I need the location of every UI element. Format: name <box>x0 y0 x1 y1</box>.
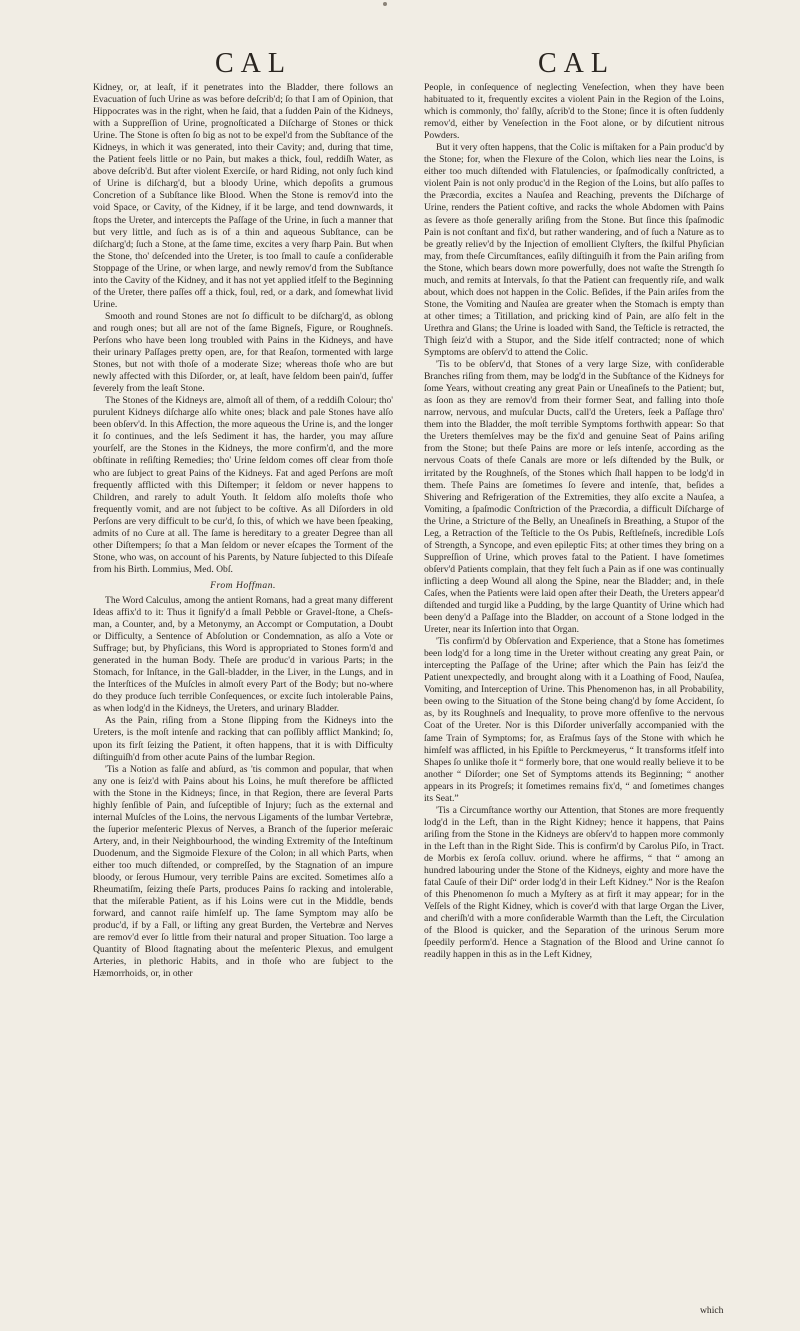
section-heading: From Hoffman. <box>210 579 276 591</box>
paragraph: Kidney, or, at leaſt, if it penetrates into the Bladder, there follows an Evacuation of ſuch Urine as was before deſcrib'd; ſo that I am of Opinion, that Hippocrates was in the right, when he ſaid, that a ſudden Pain of the Kidneys, with a Suppreſſion of Urine, prognoſticated a Diſcharge of Stones or thick Urine. The Stone is often ſo big as not to be expel'd from the Subſtance of the Kidneys, in which it was generated, into their Cavity; and, during that time, the Patient feels little or no Pain, but makes a thick, foul, reddiſh Water, as above deſcrib'd. But after violent Exerciſe, or hard Riding, not only ſuch kind of Urine is diſcharg'd, but a bloody Urine, which depoſits a grumous Concretion of a Subſtance like Blood. When the Stone is remov'd into the void Space, or Cavity, of the Kidney, if it be large, and tend downwards, it ſtops the Ureter, and intercepts the Paſſage of the Urine, in ſuch a manner that but very little, and ſuch as is of a thin and aqueous Subſtance, can be diſcharg'd; ſuch a Stone, at the ſame time, excites a very ſharp Pain. But when the Stone, tho' deſcended into the Ureter, is too ſmall to cauſe a conſiderable Stoppage of the Urine, or when large, and newly remov'd from the Subſtance into the Cavity of the Kidney, and it has not yet applied itſelf to the Beginning of the Ureter, there paſſes off a thick, foul, red, or a dark, and ſomewhat livid Urine. <box>93 82 393 310</box>
paragraph: The Word Calculus, among the antient Romans, had a great many different Ideas affix'd to it: Thus it ſignify'd a ſmall Pebble or Gravel-ſtone, a Cheſs-man, a Counter, and, by a Metonymy, an Accompt or Computation, a Doubt or Difficulty, a Sentence of Abſolution or Condemnation, as alſo a Vote or Suffrage; but, by Phyſicians, this Word is appropriated to Stones form'd and generated in the human Body. Theſe are produc'd in various Parts; in the Stomach, for Inſtance, in the Gall-bladder, in the Liver, in the Lungs, and in the Interſtices of the Muſcles in almoſt every Part of the Body; but no-where do they produce ſuch terrible Conſequences, or excite ſuch intolerable Pains, as when lodg'd in the Kidneys, the Ureters, and urinary Bladder. <box>93 594 393 715</box>
paragraph: The Stones of the Kidneys are, almoſt all of them, of a reddiſh Colour; tho' purulent Kidneys diſcharge alſo white ones; black and pale Stones have alſo been obſerv'd. In this Affection, the more aqueous the Urine is, and the longer it ſo continues, and the leſs Sediment it has, the harder, you may aſſure yourſelf, are the Stones in the Kidneys, the more confirm'd, and the more obſtinate in reſiſting Remedies; tho' Urine ſeldom comes off clear from thoſe who are ſubject to great Pains of the Kidneys. Fat and aged Perſons are moſt frequently afflicted with this Diſtemper; it ſeldom or never happens to Children, and rarely to adult Youth. It ſeldom alſo moleſts thoſe who frequently vomit, and are not ſubject to be coſtive. As all Diſorders in old Perſons are very difficult to be cur'd, ſo this, of which we have been ſpeaking, admits of no Cure at all. The ſame is hereditary to a greater Degree than all other Diſtempers; ſo that a Man ſeldom or never eſcapes the Torment of the Stone, who was, on account of his Parents, by Nature ſubjected to this Diſeaſe from his Birth. Lommius, Med. Obſ. <box>93 395 393 575</box>
catchword: which <box>700 1305 724 1316</box>
page-mark <box>383 2 387 6</box>
paragraph: But it very often happens, that the Colic is miſtaken for a Pain produc'd by the Stone; for, when the Flexure of the Colon, which lies near the Loins, is either too much diſtended with Flatulencies, or ſpaſmodically conſtricted, a violent Pain is not only produc'd in the Region of the Loins, but alſo paſſes to the Præcordia, excites a Nauſea and Reaching, prevents the Diſcharge of Urine, renders the Patient coſtive, and racks the whole Abdomen with Pains as ſevere as thoſe generally ariſing from the Stone. But ſince this ſpaſmodic Pain is not conſtant and fix'd, but rather wandering, and of ſuch a Nature as to be greatly reliev'd by the Injection of emollient Clyſters, the ſkilful Phyſician may, from theſe Circumſtances, eaſily diſtinguiſh it from the Pain ariſing from the Stone, which bears down more powerfully, does not waſte the Strength ſo much, and remits at Intervals, ſo that the Patient can frequently riſe, and walk about, which does not happen in the Colic. Beſides, if the Pain ariſes from the Stone, the Vomiting and Nauſea are greater when the Stomach is empty than at other times; a Titillation, and pricking kind of Pain, are alſo felt in the Urethra and Glans; the Urine is loaded with Sand, the Teſticle is retracted, the Thigh ſeiz'd with a Stupor, and the Side itſelf contracted; none of which Symptoms are obſerv'd to attend the Colic. <box>424 142 724 359</box>
running-head-left: CAL <box>215 48 292 79</box>
running-head-right: CAL <box>538 48 615 79</box>
paragraph: 'Tis a Circumſtance worthy our Attention, that Stones are more frequently lodg'd in the Left, than in the Right Kidney; hence it happens, that Pains ariſing from the Stone in the Kidneys are obſerv'd to happen more commonly in the Left than in the Right Side. This is confirm'd by Carolus Piſo, in Tract. de Morbis ex ſeroſa colluv. oriund. where he affirms, “ that “ among an hundred labouring under the Stone of the Kidneys, eighty and more have the fatal Cauſe of their Diſ“ order lodg'd in their Left Kidney.” Nor is the Reaſon of this Phenomenon ſo much a Myſtery as at firſt it may appear; for in the Veſſels of the Right Kidney, which is cover'd with that large Organ the Liver, and cheriſh'd with a more conſiderable Warmth than the Left, the Circulation of the Blood is quicker, and the Separation of the urinous Serum more ſpeedily perform'd. Hence a Stagnation of the Blood and Urine cannot ſo readily happen in this as in the Left Kidney, <box>424 804 724 961</box>
right-column <box>424 82 724 961</box>
paragraph: 'Tis a Notion as falſe and abſurd, as 'tis common and popular, that when any one is ſeiz'd with Pains about his Loins, he muſt therefore be afflicted with the Stone in the Kidneys; ſince, in that Region, there are ſeveral Parts highly ſenſible of Pain, and ſuſceptible of Injury; ſuch as the external and internal Muſcles of the Loins, the nervous Ligaments of the lumbar Vertebræ, the ſuperior meſenteric Plexus of Nerves, a Branch of the ſuperior meſeraic Artery, and, in their Neighbourhood, the winding Extremity of the Inteſtinum Duodenum, and the Sigmoide Flexure of the Colon; in all which Parts, when either too much diſtended, or compreſſed, by the Stagnation of an impure bloody, or ſerous Humour, very terrible Pains are excited. Sometimes alſo a Rheumatiſm, ſeizing theſe Parts, produces Pains ſo racking and intolerable, that the miſerable Patient, as if his Loins were cut in the Middle, bends forward, and cannot raiſe himſelf up. The ſame Symptom may alſo be produc'd, if by a Fall, or lifting any great Burden, the Vertebræ and Nerves are remov'd ever ſo little from their natural and proper Situation. Too large a Quantity of Blood ſtagnating about the meſenteric Plexus, and emulgent Arteries, in plethoric Habits, and in thoſe who are ſubject to the Hæmorrhoids, or, in other <box>93 763 393 980</box>
paragraph: As the Pain, riſing from a Stone ſlipping from the Kidneys into the Ureters, is the moſt intenſe and racking that can poſſibly afflict Mankind; ſo, upon its firſt ſeizing the Patient, it often happens, that it is with Difficulty diſtinguiſh'd from other acute Pains of the lumbar Region. <box>93 715 393 763</box>
paragraph: 'Tis to be obſerv'd, that Stones of a very large Size, with conſiderable Branches riſing from them, may be lodg'd in the Subſtance of the Kidneys for ſome Years, without creating any great Pain or Uneaſineſs to the Patient; but, as ſoon as they are remov'd from their former Seat, and falling into thoſe narrow, nervous, and muſcular Ducts, call'd the Ureters, ſeek a Paſſage thro' them into the Bladder, the moſt terrible Symptoms forthwith appear: So that the Ureters themſelves may be the fix'd and genuine Seat of Pains ariſing from the Stone; but theſe Pains are more or leſs intenſe, according as the nervous Coats of theſe Canals are more or leſs diſtended by the Bulk, or irritated by the Roughneſs, of the Stones which ſhall happen to be lodg'd in them. Theſe Pains are ſometimes ſo ſevere and intenſe, that, beſides a Shivering and Refrigeration of the Extremities, they alſo excite a Nauſea, a Vomiting, a ſpaſmodic Conſtriction of the Præcordia, a difficult Diſcharge of the Urine, a Stricture of the Belly, an Uneaſineſs in Breathing, a Stupor of the Leg, a Retraction of the Teſticle to the Os Pubis, Reſtleſneſs, incredible Loſs of Strength, a Syncope, and even epileptic Fits; at other times they bring on a Suppreſſion of Urine, which proves fatal to the Patient. I have ſometimes obſerv'd Patients complain, that they felt ſuch a Pain as if one was continually inflicting a deep Wound all along the Spine, near the Bladder; and, in theſe Caſes, when the Patients were laid open after their Death, the Ureters appear'd diſtended and turgid like a Pudding, by the large Quantity of Urine which had been deny'd a Paſſage into the Bladder, on account of a Stone lodged in the Ureter, near its Inſertion into that Organ. <box>424 359 724 636</box>
paragraph: Smooth and round Stones are not ſo difficult to be diſcharg'd, as oblong and rough ones; but all are not of the ſame Bigneſs, Figure, or Roughneſs. Perſons who have been long troubled with Pains in the Kidneys, and have their urinary Paſſages pretty open, are, for that Reaſon, tormented with large Stones, but not with thoſe of a moderate Size; whereas thoſe who are but newly affected with this Diſorder, or, at leaſt, have ſeldom been pain'd, ſuffer ſeverely from the leaſt Stone. <box>93 310 393 395</box>
paragraph: 'Tis confirm'd by Obſervation and Experience, that a Stone has ſometimes been lodg'd for a long time in the Ureter without creating any great Pain, or intercepting the Paſſage of the Urine; after which the Pain has ſeiz'd the Patient unexpectedly, and brought along with it a Loathing of Food, Nauſea, Vomiting, and Interception of Urine. This Phenomenon has, in all Probability, been owing to the Situation of the Stone being chang'd by ſome Accident, ſo as, by its Roughneſs and Inequality, to prove more offenſive to the nervous Coat of the Ureter. Nor is this Diſorder univerſally accompanied with the ſame Train of Symptoms; for, as Eraſmus ſays of the Stone with which he himſelf was afflicted, in his Epiſtle to Perckmeyerus, “ It transforms itſelf into Shapes ſo unlike thoſe it “ formerly bore, that one would really believe it to be another “ Diſorder; one Set of Symptoms attends its Beginning; “ another appears in its Progreſs; it ſometimes remains fix'd, “ and ſometimes changes its Seat.” <box>424 636 724 804</box>
paragraph: People, in conſequence of neglecting Veneſection, when they have been habituated to it, frequently excites a violent Pain in the Region of the Loins, which is commonly, tho' falſly, aſcrib'd to the Stone; ſince it is often ſuddenly remov'd, either by Veneſection in the Foot alone, or by diſcutient nitrous Powders. <box>424 82 724 142</box>
left-column <box>93 82 393 980</box>
